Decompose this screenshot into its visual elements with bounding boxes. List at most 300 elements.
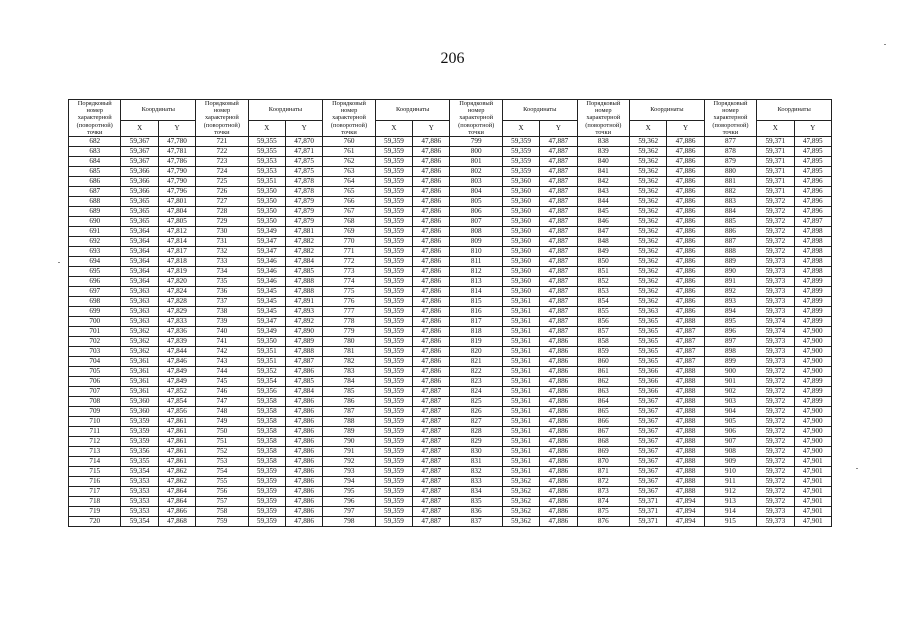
- point-number-cell: 821: [450, 357, 502, 367]
- y-cell: 47,887: [413, 477, 450, 487]
- x-cell: 59,362: [502, 517, 539, 527]
- table-row: [69, 487, 832, 497]
- y-cell: 47,849: [158, 377, 195, 387]
- y-cell: 47,898: [794, 227, 832, 237]
- point-number-cell: 793: [323, 467, 375, 477]
- table-row: [69, 377, 832, 387]
- table-row: [69, 397, 832, 407]
- x-cell: 59,362: [121, 347, 158, 357]
- x-cell: 59,359: [375, 307, 412, 317]
- y-cell: 47,887: [413, 507, 450, 517]
- x-cell: 59,372: [757, 217, 794, 227]
- y-cell: 47,887: [540, 207, 577, 217]
- point-number-cell: 828: [450, 427, 502, 437]
- y-cell: 47,849: [158, 367, 195, 377]
- point-number-cell: 831: [450, 457, 502, 467]
- y-cell: 47,886: [540, 427, 577, 437]
- x-cell: 59,373: [757, 357, 794, 367]
- y-cell: 47,900: [794, 337, 832, 347]
- point-number-cell: 903: [704, 397, 756, 407]
- x-cell: 59,371: [630, 507, 667, 517]
- x-cell: 59,359: [375, 337, 412, 347]
- x-cell: 59,358: [248, 457, 285, 467]
- point-number-cell: 735: [196, 277, 248, 287]
- x-cell: 59,364: [121, 227, 158, 237]
- point-number-cell: 798: [323, 517, 375, 527]
- x-cell: 59,360: [502, 267, 539, 277]
- x-cell: 59,372: [757, 437, 794, 447]
- x-cell: 59,360: [502, 227, 539, 237]
- coordinates-table: [68, 99, 832, 527]
- y-cell: 47,900: [794, 347, 832, 357]
- x-cell: 59,359: [375, 277, 412, 287]
- y-cell: 47,790: [158, 177, 195, 187]
- point-number-header: Порядковый номер характерной (поворотной) точки: [450, 100, 502, 137]
- x-cell: 59,362: [121, 327, 158, 337]
- point-number-cell: 891: [704, 277, 756, 287]
- x-cell: 59,353: [248, 167, 285, 177]
- point-number-cell: 851: [577, 267, 629, 277]
- y-cell: 47,886: [285, 407, 322, 417]
- y-cell: 47,870: [285, 137, 322, 147]
- y-cell: 47,886: [540, 447, 577, 457]
- x-cell: 59,361: [121, 387, 158, 397]
- point-number-cell: 728: [196, 207, 248, 217]
- point-number-cell: 800: [450, 147, 502, 157]
- point-number-cell: 758: [196, 507, 248, 517]
- y-cell: 47,839: [158, 337, 195, 347]
- y-cell: 47,886: [413, 147, 450, 157]
- y-cell: 47,846: [158, 357, 195, 367]
- point-number-cell: 767: [323, 207, 375, 217]
- point-number-cell: 764: [323, 177, 375, 187]
- point-number-cell: 885: [704, 217, 756, 227]
- point-number-cell: 841: [577, 167, 629, 177]
- y-cell: 47,781: [158, 147, 195, 157]
- point-number-cell: 861: [577, 367, 629, 377]
- point-number-cell: 687: [69, 187, 121, 197]
- y-cell: 47,886: [667, 277, 704, 287]
- point-number-cell: 869: [577, 447, 629, 457]
- x-cell: 59,374: [757, 327, 794, 337]
- y-cell: 47,886: [540, 477, 577, 487]
- x-cell: 59,372: [757, 417, 794, 427]
- point-number-cell: 846: [577, 217, 629, 227]
- y-cell: 47,862: [158, 467, 195, 477]
- x-cell: 59,361: [502, 367, 539, 377]
- x-cell: 59,371: [630, 497, 667, 507]
- y-cell: 47,900: [794, 417, 832, 427]
- x-cell: 59,362: [630, 137, 667, 147]
- table-row: [69, 297, 832, 307]
- y-cell: 47,888: [667, 367, 704, 377]
- point-number-cell: 835: [450, 497, 502, 507]
- y-cell: 47,886: [667, 197, 704, 207]
- point-number-cell: 830: [450, 447, 502, 457]
- x-cell: 59,367: [630, 487, 667, 497]
- y-cell: 47,886: [413, 137, 450, 147]
- y-cell: 47,887: [413, 407, 450, 417]
- x-cell: 59,359: [375, 487, 412, 497]
- x-cell: 59,367: [630, 427, 667, 437]
- x-cell: 59,346: [248, 257, 285, 267]
- point-number-cell: 874: [577, 497, 629, 507]
- x-cell: 59,347: [248, 237, 285, 247]
- x-cell: 59,362: [630, 167, 667, 177]
- x-cell: 59,364: [121, 267, 158, 277]
- y-cell: 47,887: [413, 467, 450, 477]
- y-cell: 47,898: [794, 267, 832, 277]
- point-number-cell: 888: [704, 247, 756, 257]
- point-number-cell: 700: [69, 317, 121, 327]
- y-cell: 47,854: [158, 397, 195, 407]
- coordinates-header: Координаты: [630, 100, 705, 121]
- y-cell: 47,899: [794, 297, 832, 307]
- point-number-cell: 693: [69, 247, 121, 257]
- x-cell: 59,366: [630, 387, 667, 397]
- x-cell: 59,362: [630, 287, 667, 297]
- point-number-cell: 866: [577, 417, 629, 427]
- x-cell: 59,362: [502, 477, 539, 487]
- y-cell: 47,887: [540, 287, 577, 297]
- y-cell: 47,886: [285, 437, 322, 447]
- y-cell: 47,900: [794, 357, 832, 367]
- x-cell: 59,366: [121, 167, 158, 177]
- table-row: [69, 457, 832, 467]
- point-number-header: Порядковый номер характерной (поворотной) точки: [704, 100, 756, 137]
- y-cell: 47,884: [285, 387, 322, 397]
- x-cell: 59,345: [248, 287, 285, 297]
- point-number-cell: 733: [196, 257, 248, 267]
- point-number-cell: 724: [196, 167, 248, 177]
- point-number-cell: 702: [69, 337, 121, 347]
- page-number: 206: [440, 50, 465, 67]
- point-number-cell: 784: [323, 377, 375, 387]
- point-number-cell: 899: [704, 357, 756, 367]
- y-cell: 47,886: [667, 217, 704, 227]
- x-cell: 59,365: [630, 347, 667, 357]
- y-cell: 47,887: [540, 177, 577, 187]
- x-cell: 59,366: [121, 177, 158, 187]
- point-number-cell: 734: [196, 267, 248, 277]
- x-cell: 59,354: [121, 467, 158, 477]
- x-cell: 59,372: [757, 377, 794, 387]
- table-row: [69, 167, 832, 177]
- table-row: [69, 427, 832, 437]
- x-cell: 59,359: [375, 477, 412, 487]
- scan-speck: [884, 44, 886, 45]
- x-cell: 59,355: [121, 457, 158, 467]
- y-cell: 47,886: [667, 207, 704, 217]
- point-number-cell: 844: [577, 197, 629, 207]
- x-cell: 59,364: [121, 277, 158, 287]
- table-row: [69, 317, 832, 327]
- x-cell: 59,362: [502, 487, 539, 497]
- point-number-cell: 730: [196, 227, 248, 237]
- point-number-cell: 785: [323, 387, 375, 397]
- y-cell: 47,892: [285, 317, 322, 327]
- x-cell: 59,355: [248, 147, 285, 157]
- y-cell: 47,886: [285, 517, 322, 527]
- y-cell: 47,886: [413, 247, 450, 257]
- y-cell: 47,886: [285, 447, 322, 457]
- x-cell: 59,361: [502, 437, 539, 447]
- y-cell: 47,900: [794, 327, 832, 337]
- y-cell: 47,901: [794, 487, 832, 497]
- y-cell: 47,888: [667, 417, 704, 427]
- y-cell: 47,886: [667, 307, 704, 317]
- y-cell: 47,866: [158, 507, 195, 517]
- table-row: [69, 407, 832, 417]
- table-row: [69, 357, 832, 367]
- point-number-cell: 745: [196, 377, 248, 387]
- y-cell: 47,887: [540, 217, 577, 227]
- x-cell: 59,359: [375, 417, 412, 427]
- coordinates-header: Координаты: [248, 100, 323, 121]
- y-cell: 47,888: [667, 377, 704, 387]
- x-cell: 59,360: [502, 217, 539, 227]
- x-cell: 59,361: [502, 447, 539, 457]
- y-cell: 47,886: [540, 407, 577, 417]
- x-cell: 59,359: [375, 467, 412, 477]
- y-cell: 47,886: [540, 517, 577, 527]
- point-number-cell: 691: [69, 227, 121, 237]
- table-row: [69, 277, 832, 287]
- x-header: X: [121, 121, 158, 137]
- y-cell: 47,829: [158, 307, 195, 317]
- point-number-cell: 696: [69, 277, 121, 287]
- x-cell: 59,349: [248, 227, 285, 237]
- point-number-cell: 766: [323, 197, 375, 207]
- point-number-cell: 762: [323, 157, 375, 167]
- y-cell: 47,887: [413, 447, 450, 457]
- x-cell: 59,360: [502, 177, 539, 187]
- point-number-cell: 909: [704, 457, 756, 467]
- x-cell: 59,371: [630, 517, 667, 527]
- y-cell: 47,886: [667, 257, 704, 267]
- point-number-cell: 789: [323, 427, 375, 437]
- x-cell: 59,372: [757, 467, 794, 477]
- x-cell: 59,367: [630, 407, 667, 417]
- x-cell: 59,362: [630, 257, 667, 267]
- y-cell: 47,888: [667, 427, 704, 437]
- x-cell: 59,356: [121, 447, 158, 457]
- x-cell: 59,360: [502, 247, 539, 257]
- scan-speck: [58, 262, 60, 263]
- y-cell: 47,898: [794, 237, 832, 247]
- point-number-cell: 807: [450, 217, 502, 227]
- point-number-cell: 757: [196, 497, 248, 507]
- point-number-cell: 857: [577, 327, 629, 337]
- y-cell: 47,895: [794, 137, 832, 147]
- point-number-cell: 781: [323, 347, 375, 357]
- y-cell: 47,862: [158, 477, 195, 487]
- point-number-cell: 897: [704, 337, 756, 347]
- point-number-cell: 894: [704, 307, 756, 317]
- x-cell: 59,345: [248, 307, 285, 317]
- x-cell: 59,354: [121, 517, 158, 527]
- y-cell: 47,886: [285, 417, 322, 427]
- y-cell: 47,895: [794, 157, 832, 167]
- y-cell: 47,888: [667, 317, 704, 327]
- point-number-cell: 882: [704, 187, 756, 197]
- point-number-cell: 817: [450, 317, 502, 327]
- point-number-cell: 862: [577, 377, 629, 387]
- x-cell: 59,359: [248, 507, 285, 517]
- x-cell: 59,363: [121, 297, 158, 307]
- x-cell: 59,359: [375, 367, 412, 377]
- table-row: [69, 437, 832, 447]
- y-cell: 47,899: [794, 397, 832, 407]
- y-cell: 47,886: [285, 397, 322, 407]
- y-cell: 47,890: [285, 327, 322, 337]
- y-cell: 47,886: [413, 297, 450, 307]
- y-cell: 47,887: [413, 517, 450, 527]
- table-row: [69, 197, 832, 207]
- x-cell: 59,359: [502, 157, 539, 167]
- x-cell: 59,371: [757, 187, 794, 197]
- x-cell: 59,359: [375, 317, 412, 327]
- x-cell: 59,358: [248, 397, 285, 407]
- x-cell: 59,361: [502, 337, 539, 347]
- point-number-cell: 859: [577, 347, 629, 357]
- point-number-cell: 853: [577, 287, 629, 297]
- point-number-cell: 763: [323, 167, 375, 177]
- y-cell: 47,887: [413, 427, 450, 437]
- x-cell: 59,359: [375, 247, 412, 257]
- y-cell: 47,886: [667, 157, 704, 167]
- point-number-cell: 722: [196, 147, 248, 157]
- y-cell: 47,886: [285, 457, 322, 467]
- point-number-cell: 715: [69, 467, 121, 477]
- point-number-cell: 746: [196, 387, 248, 397]
- point-number-cell: 847: [577, 227, 629, 237]
- x-cell: 59,362: [630, 217, 667, 227]
- point-number-header: Порядковый номер характерной (поворотной) точки: [69, 100, 121, 137]
- x-cell: 59,373: [757, 347, 794, 357]
- x-cell: 59,359: [375, 407, 412, 417]
- point-number-cell: 895: [704, 317, 756, 327]
- x-cell: 59,359: [375, 517, 412, 527]
- point-number-cell: 878: [704, 147, 756, 157]
- point-number-cell: 701: [69, 327, 121, 337]
- x-header: X: [630, 121, 667, 137]
- point-number-cell: 914: [704, 507, 756, 517]
- point-number-cell: 812: [450, 267, 502, 277]
- point-number-cell: 716: [69, 477, 121, 487]
- x-cell: 59,373: [757, 287, 794, 297]
- y-cell: 47,886: [540, 387, 577, 397]
- y-cell: 47,887: [540, 137, 577, 147]
- y-cell: 47,887: [540, 237, 577, 247]
- point-number-cell: 682: [69, 137, 121, 147]
- point-number-cell: 717: [69, 487, 121, 497]
- point-number-cell: 690: [69, 217, 121, 227]
- y-cell: 47,887: [285, 357, 322, 367]
- point-number-cell: 915: [704, 517, 756, 527]
- point-number-cell: 731: [196, 237, 248, 247]
- x-cell: 59,365: [630, 317, 667, 327]
- y-cell: 47,887: [413, 457, 450, 467]
- table-row: [69, 507, 832, 517]
- point-number-cell: 910: [704, 467, 756, 477]
- y-cell: 47,886: [540, 397, 577, 407]
- y-cell: 47,886: [413, 167, 450, 177]
- point-number-cell: 884: [704, 207, 756, 217]
- x-cell: 59,361: [121, 357, 158, 367]
- point-number-cell: 883: [704, 197, 756, 207]
- point-number-cell: 782: [323, 357, 375, 367]
- point-number-cell: 711: [69, 427, 121, 437]
- x-cell: 59,367: [630, 467, 667, 477]
- x-cell: 59,362: [502, 507, 539, 517]
- y-cell: 47,805: [158, 217, 195, 227]
- point-number-cell: 755: [196, 477, 248, 487]
- x-cell: 59,362: [630, 267, 667, 277]
- x-cell: 59,360: [502, 257, 539, 267]
- x-cell: 59,367: [630, 417, 667, 427]
- point-number-cell: 797: [323, 507, 375, 517]
- y-cell: 47,879: [285, 217, 322, 227]
- point-number-cell: 913: [704, 497, 756, 507]
- y-cell: 47,886: [413, 257, 450, 267]
- x-cell: 59,362: [630, 297, 667, 307]
- point-number-cell: 836: [450, 507, 502, 517]
- point-number-cell: 876: [577, 517, 629, 527]
- x-cell: 59,349: [248, 327, 285, 337]
- x-cell: 59,359: [502, 167, 539, 177]
- y-cell: 47,864: [158, 487, 195, 497]
- point-number-cell: 775: [323, 287, 375, 297]
- point-number-cell: 822: [450, 367, 502, 377]
- y-cell: 47,886: [540, 507, 577, 517]
- y-cell: 47,884: [285, 257, 322, 267]
- x-cell: 59,372: [757, 407, 794, 417]
- x-cell: 59,359: [375, 187, 412, 197]
- y-cell: 47,889: [285, 337, 322, 347]
- y-cell: 47,886: [540, 357, 577, 367]
- point-number-cell: 824: [450, 387, 502, 397]
- x-cell: 59,367: [630, 477, 667, 487]
- x-cell: 59,365: [121, 197, 158, 207]
- y-cell: 47,887: [540, 147, 577, 157]
- x-cell: 59,350: [248, 197, 285, 207]
- point-number-cell: 825: [450, 397, 502, 407]
- y-cell: 47,899: [794, 287, 832, 297]
- point-number-cell: 845: [577, 207, 629, 217]
- x-cell: 59,362: [630, 227, 667, 237]
- table-row: [69, 327, 832, 337]
- x-cell: 59,359: [248, 487, 285, 497]
- x-cell: 59,372: [757, 207, 794, 217]
- x-cell: 59,362: [630, 177, 667, 187]
- x-cell: 59,363: [630, 307, 667, 317]
- y-cell: 47,861: [158, 427, 195, 437]
- y-cell: 47,900: [794, 437, 832, 447]
- y-cell: 47,886: [540, 437, 577, 447]
- x-cell: 59,361: [502, 457, 539, 467]
- x-cell: 59,359: [375, 287, 412, 297]
- table-row: [69, 477, 832, 487]
- table-row: [69, 227, 832, 237]
- x-cell: 59,372: [757, 477, 794, 487]
- point-number-cell: 750: [196, 427, 248, 437]
- x-cell: 59,371: [757, 177, 794, 187]
- x-cell: 59,361: [502, 317, 539, 327]
- y-header: Y: [158, 121, 195, 137]
- x-cell: 59,362: [630, 157, 667, 167]
- y-cell: 47,901: [794, 467, 832, 477]
